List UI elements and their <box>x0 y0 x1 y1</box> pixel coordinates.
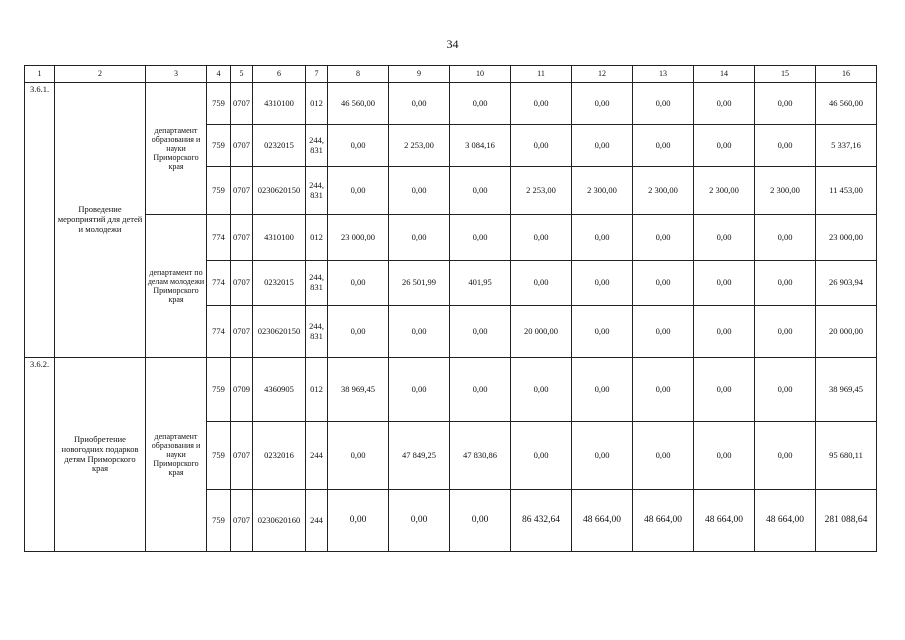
cell-value: 0,00 <box>511 358 572 422</box>
cell-c6: 0230620150 <box>253 306 306 358</box>
cell-c5: 0707 <box>231 215 253 261</box>
cell-value: 23 000,00 <box>816 215 877 261</box>
cell-value: 0,00 <box>755 261 816 306</box>
cell-c7: 012 <box>306 358 328 422</box>
department-name: департамент образования и науки Приморского края <box>146 83 207 215</box>
column-header: 3 <box>146 66 207 83</box>
header-row <box>25 66 877 83</box>
cell-c4: 759 <box>207 358 231 422</box>
column-header: 4 <box>207 66 231 83</box>
table-row <box>25 83 877 125</box>
cell-value: 26 903,94 <box>816 261 877 306</box>
cell-value: 2 253,00 <box>511 167 572 215</box>
cell-value: 0,00 <box>694 422 755 490</box>
cell-value: 0,00 <box>755 358 816 422</box>
column-header: 2 <box>55 66 146 83</box>
cell-value: 0,00 <box>572 215 633 261</box>
cell-value: 0,00 <box>572 125 633 167</box>
cell-value: 0,00 <box>572 261 633 306</box>
cell-value: 0,00 <box>572 358 633 422</box>
cell-value: 0,00 <box>450 215 511 261</box>
cell-c5: 0707 <box>231 261 253 306</box>
cell-value: 23 000,00 <box>328 215 389 261</box>
cell-value: 0,00 <box>450 490 511 552</box>
cell-value: 0,00 <box>694 358 755 422</box>
cell-c7: 244, 831 <box>306 261 328 306</box>
cell-value: 0,00 <box>633 422 694 490</box>
cell-value: 0,00 <box>450 83 511 125</box>
cell-value: 26 501,99 <box>389 261 450 306</box>
cell-c4: 759 <box>207 83 231 125</box>
cell-value: 5 337,16 <box>816 125 877 167</box>
cell-value: 2 300,00 <box>694 167 755 215</box>
cell-c5: 0707 <box>231 490 253 552</box>
table-body <box>25 66 877 552</box>
cell-value: 0,00 <box>633 261 694 306</box>
cell-value: 48 664,00 <box>755 490 816 552</box>
cell-value: 20 000,00 <box>511 306 572 358</box>
column-header: 15 <box>755 66 816 83</box>
section-description: Проведение мероприятий для детей и молодежи <box>55 83 146 358</box>
cell-value: 0,00 <box>389 83 450 125</box>
cell-value: 47 849,25 <box>389 422 450 490</box>
column-header: 13 <box>633 66 694 83</box>
cell-value: 0,00 <box>572 83 633 125</box>
cell-c5: 0707 <box>231 306 253 358</box>
cell-value: 0,00 <box>755 125 816 167</box>
cell-value: 0,00 <box>389 358 450 422</box>
department-name: департамент по делам молодежи Приморского края <box>146 215 207 358</box>
cell-value: 20 000,00 <box>816 306 877 358</box>
cell-c5: 0707 <box>231 83 253 125</box>
cell-c6: 4310100 <box>253 215 306 261</box>
cell-c6: 0230620160 <box>253 490 306 552</box>
cell-c5: 0707 <box>231 167 253 215</box>
cell-value: 0,00 <box>694 83 755 125</box>
cell-value: 0,00 <box>450 167 511 215</box>
cell-value: 0,00 <box>389 490 450 552</box>
column-header: 9 <box>389 66 450 83</box>
cell-value: 38 969,45 <box>816 358 877 422</box>
cell-value: 2 300,00 <box>633 167 694 215</box>
cell-value: 0,00 <box>511 83 572 125</box>
cell-value: 0,00 <box>755 422 816 490</box>
cell-value: 0,00 <box>389 167 450 215</box>
cell-c4: 759 <box>207 125 231 167</box>
cell-c5: 0709 <box>231 358 253 422</box>
section-description: Приобретение новогодних подарков детям Приморского края <box>55 358 146 552</box>
cell-value: 401,95 <box>450 261 511 306</box>
cell-value: 47 830,86 <box>450 422 511 490</box>
cell-value: 2 300,00 <box>755 167 816 215</box>
cell-value: 0,00 <box>572 306 633 358</box>
cell-c4: 759 <box>207 422 231 490</box>
cell-value: 86 432,64 <box>511 490 572 552</box>
column-header: 14 <box>694 66 755 83</box>
cell-c7: 012 <box>306 215 328 261</box>
cell-c4: 774 <box>207 261 231 306</box>
department-name: департамент образования и науки Приморского края <box>146 358 207 552</box>
cell-c7: 244, 831 <box>306 125 328 167</box>
cell-value: 0,00 <box>328 261 389 306</box>
cell-c7: 012 <box>306 83 328 125</box>
cell-value: 2 253,00 <box>389 125 450 167</box>
cell-value: 95 680,11 <box>816 422 877 490</box>
column-header: 11 <box>511 66 572 83</box>
cell-value: 48 664,00 <box>572 490 633 552</box>
cell-value: 0,00 <box>633 83 694 125</box>
budget-table <box>24 65 877 552</box>
cell-c4: 774 <box>207 215 231 261</box>
cell-value: 0,00 <box>633 306 694 358</box>
cell-value: 0,00 <box>572 422 633 490</box>
column-header: 16 <box>816 66 877 83</box>
column-header: 7 <box>306 66 328 83</box>
cell-value: 38 969,45 <box>328 358 389 422</box>
cell-value: 0,00 <box>328 125 389 167</box>
cell-value: 0,00 <box>328 490 389 552</box>
cell-c5: 0707 <box>231 125 253 167</box>
section-code: 3.6.1. <box>25 83 55 358</box>
cell-value: 46 560,00 <box>328 83 389 125</box>
cell-value: 0,00 <box>511 422 572 490</box>
cell-value: 0,00 <box>389 306 450 358</box>
cell-value: 48 664,00 <box>633 490 694 552</box>
cell-value: 0,00 <box>755 306 816 358</box>
cell-value: 0,00 <box>755 83 816 125</box>
cell-value: 0,00 <box>633 358 694 422</box>
cell-value: 0,00 <box>694 215 755 261</box>
cell-value: 11 453,00 <box>816 167 877 215</box>
cell-c6: 0230620150 <box>253 167 306 215</box>
column-header: 8 <box>328 66 389 83</box>
cell-c6: 4360905 <box>253 358 306 422</box>
cell-value: 0,00 <box>328 306 389 358</box>
cell-value: 0,00 <box>511 215 572 261</box>
cell-value: 0,00 <box>450 358 511 422</box>
cell-value: 0,00 <box>328 422 389 490</box>
cell-value: 3 084,16 <box>450 125 511 167</box>
cell-c4: 759 <box>207 167 231 215</box>
cell-c7: 244, 831 <box>306 306 328 358</box>
cell-c4: 774 <box>207 306 231 358</box>
section-code: 3.6.2. <box>25 358 55 552</box>
cell-value: 0,00 <box>328 167 389 215</box>
cell-c7: 244 <box>306 422 328 490</box>
cell-value: 0,00 <box>694 306 755 358</box>
cell-value: 0,00 <box>450 306 511 358</box>
cell-value: 46 560,00 <box>816 83 877 125</box>
column-header: 10 <box>450 66 511 83</box>
page-number: 34 <box>446 37 459 51</box>
table-row <box>25 215 877 261</box>
column-header: 1 <box>25 66 55 83</box>
cell-c4: 759 <box>207 490 231 552</box>
cell-value: 2 300,00 <box>572 167 633 215</box>
cell-c6: 0232015 <box>253 125 306 167</box>
cell-value: 0,00 <box>694 125 755 167</box>
cell-value: 281 088,64 <box>816 490 877 552</box>
cell-c7: 244 <box>306 490 328 552</box>
column-header: 5 <box>231 66 253 83</box>
cell-c7: 244, 831 <box>306 167 328 215</box>
column-header: 6 <box>253 66 306 83</box>
cell-value: 0,00 <box>755 215 816 261</box>
cell-value: 0,00 <box>633 215 694 261</box>
table-row <box>25 358 877 422</box>
cell-c6: 4310100 <box>253 83 306 125</box>
cell-value: 0,00 <box>633 125 694 167</box>
cell-value: 48 664,00 <box>694 490 755 552</box>
column-header: 12 <box>572 66 633 83</box>
cell-c6: 0232015 <box>253 261 306 306</box>
cell-c5: 0707 <box>231 422 253 490</box>
cell-c6: 0232016 <box>253 422 306 490</box>
cell-value: 0,00 <box>511 261 572 306</box>
cell-value: 0,00 <box>694 261 755 306</box>
cell-value: 0,00 <box>511 125 572 167</box>
cell-value: 0,00 <box>389 215 450 261</box>
